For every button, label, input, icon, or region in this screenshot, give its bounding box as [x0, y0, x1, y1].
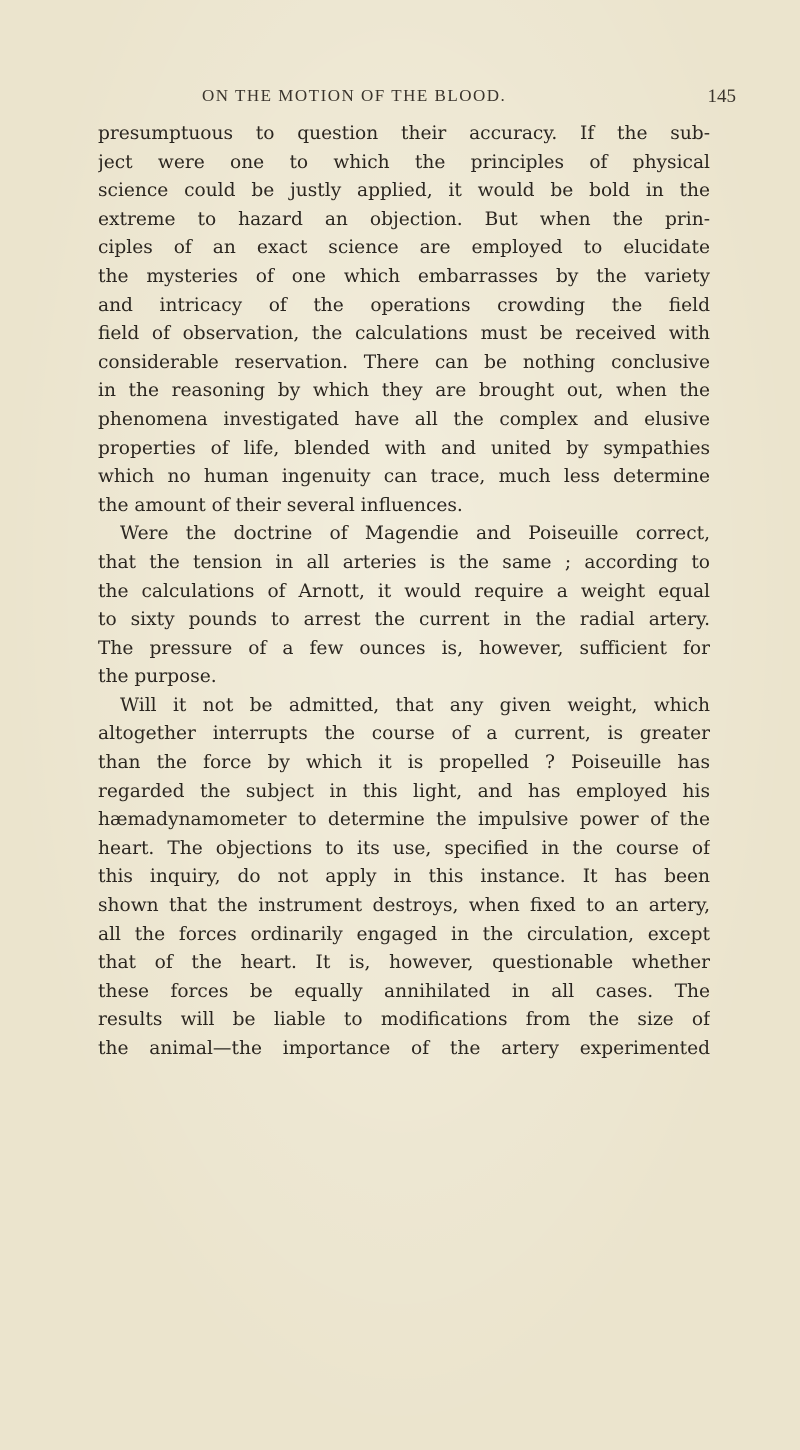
text-line: the amount of their several influences.: [98, 494, 463, 516]
text-line: Were the doctrine of Magendie and Poiseuille correct,: [120, 523, 710, 545]
paragraph: [98, 120, 710, 520]
text-line: the purpose.: [98, 666, 217, 688]
text-line: ject were one to which the principles of physical: [98, 151, 710, 173]
text-line: these forces be equally annihilated in all cases. The: [98, 980, 710, 1002]
running-head: [60, 86, 740, 110]
paragraph: [98, 520, 710, 692]
text-line: presumptuous to question their accuracy. If the sub-: [98, 123, 710, 144]
text-line: this inquiry, do not apply in this instance. It has been: [98, 866, 710, 888]
text-line: than the force by which it is propelled ? Poiseuille has: [98, 752, 710, 774]
text-line: heart. The objections to its use, specified in the course of: [98, 837, 710, 859]
text-line: Will it not be admitted, that any given weight, which: [120, 694, 710, 716]
text-line: extreme to hazard an objection. But when the prin-: [98, 208, 710, 230]
body-text: [98, 120, 710, 1064]
text-line: all the forces ordinarily engaged in the circulation, except: [98, 923, 710, 945]
text-line: the animal—the importance of the artery experimented: [98, 1038, 710, 1059]
text-line: the calculations of Arnott, it would require a weight equal: [98, 580, 710, 602]
text-line: ciples of an exact science are employed to elucidate: [98, 237, 710, 259]
page-number: 145: [707, 86, 736, 107]
text-line: and intricacy of the operations crowding the field: [98, 294, 710, 316]
text-line: hæmadynamometer to determine the impulsive power of the: [98, 809, 710, 831]
text-line: altogether interrupts the course of a current, is greater: [98, 723, 710, 745]
text-line: that the tension in all arteries is the same ; according to: [98, 551, 710, 573]
text-line: to sixty pounds to arrest the current in the radial artery.: [98, 609, 710, 631]
text-line: the mysteries of one which embarrasses by the variety: [98, 265, 710, 287]
text-line: phenomena investigated have all the complex and elusive: [98, 408, 710, 430]
text-line: shown that the instrument destroys, when fixed to an artery,: [98, 895, 710, 917]
text-line: properties of life, blended with and united by sympathies: [98, 437, 710, 459]
text-line: field of observation, the calculations must be received with: [98, 323, 710, 345]
text-line: considerable reservation. There can be nothing conclusive: [98, 351, 710, 373]
text-line: regarded the subject in this light, and has employed his: [98, 780, 710, 802]
text-line: results will be liable to modifications from the size of: [98, 1009, 710, 1031]
text-line: The pressure of a few ounces is, however, sufficient for: [98, 637, 710, 659]
text-line: in the reasoning by which they are brought out, when the: [98, 380, 710, 402]
running-title: ON THE MOTION OF THE BLOOD.: [202, 86, 507, 105]
paragraph: [98, 692, 710, 1064]
text-line: that of the heart. It is, however, questionable whether: [98, 952, 710, 974]
text-line: science could be justly applied, it would be bold in the: [98, 180, 710, 202]
text-line: which no human ingenuity can trace, much less determine: [98, 466, 710, 488]
